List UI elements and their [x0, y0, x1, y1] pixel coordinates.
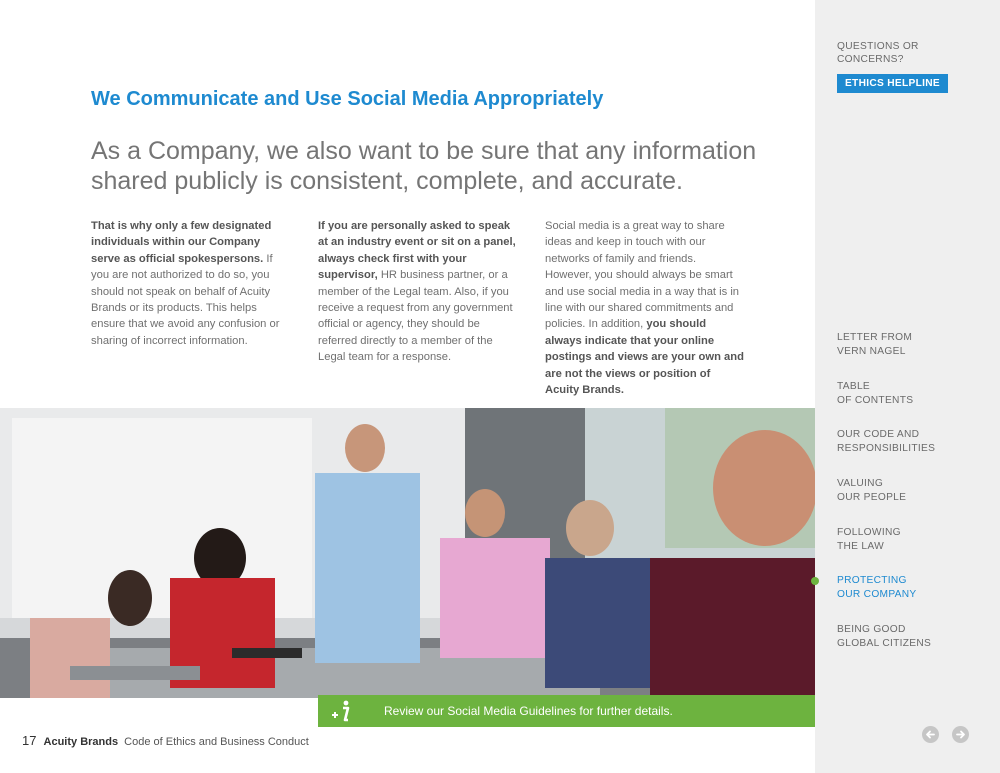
- page-footer: [22, 733, 309, 748]
- active-section-indicator: [811, 577, 819, 585]
- lead-statement: As a Company, we also want to be sure that any information shared publicly is consistent, complete, and accurate.: [91, 137, 757, 195]
- nav-our-code-and-responsibilities[interactable]: [837, 428, 987, 456]
- nav-being-good-global-citizens[interactable]: [837, 623, 987, 651]
- column-3-text: Social media is a great way to share ideas and keep in touch with our networks of family and friends. However, you should always be smart and use social media in a way that is in line with our shared commitments and policies. In addition,: [545, 220, 740, 331]
- column-1-bold: That is why only a few designated individuals within our Company serve as official spokespersons.: [91, 220, 272, 265]
- previous-page-button[interactable]: [922, 726, 939, 743]
- column-1-text: If you are not authorized to do so, you should not speak on behalf of Acuity Brands or its products. This helps ensure that we avoid any confusion or sharing of incorrect information.: [91, 252, 280, 347]
- nav-line: TABLE: [837, 381, 871, 392]
- questions-label: QUESTIONS OR CONCERNS?: [837, 41, 919, 65]
- page-number: 17: [22, 733, 37, 748]
- footer-doc-title: Code of Ethics and Business Conduct: [124, 736, 309, 748]
- nav-line: PROTECTING: [837, 575, 907, 586]
- nav-line: THE LAW: [837, 541, 885, 552]
- nav-letter-from-vern-nagel[interactable]: [837, 331, 987, 359]
- next-page-button[interactable]: [952, 726, 969, 743]
- nav-protecting-our-company[interactable]: [837, 574, 987, 602]
- column-spokespersons: [91, 218, 291, 349]
- section-title: We Communicate and Use Social Media Appropriately: [91, 88, 604, 110]
- column-2-bold: If you are personally asked to speak at an industry event or sit on a panel, always check first with your supervisor,: [318, 220, 516, 282]
- arrow-left-icon: [925, 729, 936, 740]
- arrow-right-icon: [955, 729, 966, 740]
- nav-line: OUR PEOPLE: [837, 492, 907, 503]
- info-plus-icon: [318, 695, 366, 727]
- nav-line: VALUING: [837, 478, 884, 489]
- column-3-bold: you should always indicate that your online postings and views are your own and are not the views or position of Acuity Brands.: [545, 318, 744, 397]
- column-2-text: HR business partner, or a member of the Legal team. Also, if you receive a request from any government official or agency, they should be referred directly to a member of the Legal team for a response.: [318, 269, 513, 364]
- nav-table-of-contents[interactable]: [837, 380, 987, 408]
- column-social-media: [545, 218, 745, 398]
- nav-line: VERN NAGEL: [837, 346, 906, 357]
- nav-line: RESPONSIBILITIES: [837, 443, 936, 454]
- social-media-guidelines-callout[interactable]: [318, 695, 815, 727]
- nav-following-the-law[interactable]: [837, 526, 987, 554]
- nav-line: OUR CODE AND: [837, 429, 920, 440]
- meeting-photo: [0, 408, 815, 698]
- nav-line: OF CONTENTS: [837, 395, 914, 406]
- nav-line: FOLLOWING: [837, 527, 901, 538]
- callout-text: Review our Social Media Guidelines for further details.: [384, 704, 673, 718]
- column-speaking: [318, 218, 518, 366]
- ethics-helpline-button[interactable]: ETHICS HELPLINE: [837, 74, 948, 93]
- nav-line: GLOBAL CITIZENS: [837, 638, 932, 649]
- nav-line: LETTER FROM: [837, 332, 913, 343]
- footer-brand: Acuity Brands: [43, 736, 119, 748]
- nav-valuing-our-people[interactable]: [837, 477, 987, 505]
- nav-line: BEING GOOD: [837, 624, 906, 635]
- nav-line: OUR COMPANY: [837, 589, 917, 600]
